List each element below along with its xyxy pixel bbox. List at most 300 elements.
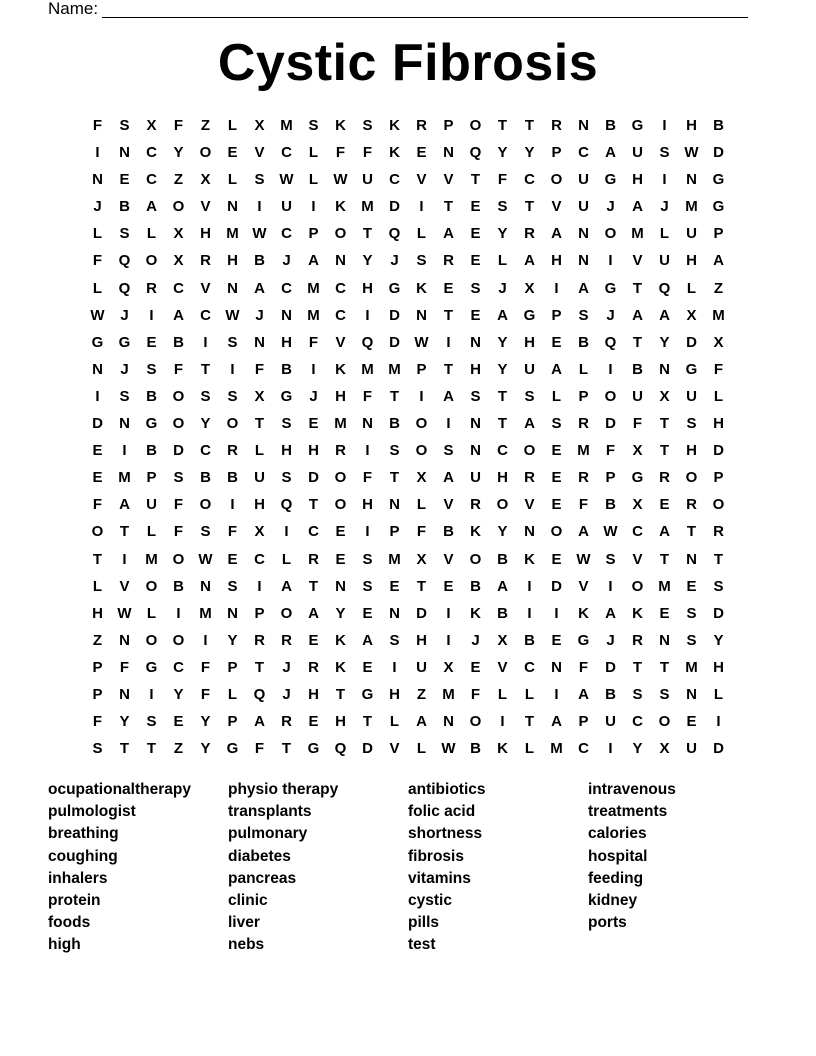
- grid-letter: I: [662, 117, 667, 134]
- grid-letter: L: [227, 685, 238, 703]
- grid-letter: B: [497, 550, 508, 568]
- grid-letter: M: [712, 306, 725, 324]
- grid-letter: O: [199, 496, 212, 514]
- grid-letter: A: [497, 306, 508, 324]
- grid-letter: H: [92, 604, 103, 622]
- grid-letter: R: [632, 631, 643, 649]
- grid-letter: A: [578, 279, 589, 297]
- grid-letter: O: [550, 523, 563, 541]
- grid-letter: E: [470, 225, 481, 243]
- grid-letter: G: [523, 306, 536, 324]
- grid-letter: P: [146, 469, 157, 487]
- grid-letter: H: [686, 117, 697, 134]
- grid-letter: X: [632, 442, 643, 460]
- grid-letter: I: [365, 306, 370, 324]
- grid-letter: D: [308, 469, 319, 487]
- word-item: pancreas: [228, 869, 297, 887]
- grid-letter: L: [146, 523, 157, 541]
- grid-letter: R: [659, 469, 670, 487]
- grid-letter: F: [416, 523, 427, 541]
- grid-letter: A: [443, 387, 454, 405]
- grid-letter: C: [524, 171, 535, 189]
- grid-letter: N: [416, 306, 427, 324]
- grid-letter: Y: [335, 604, 346, 622]
- grid-letter: I: [500, 713, 505, 731]
- grid-letter: S: [389, 442, 400, 460]
- grid-letter: S: [146, 360, 157, 378]
- grid-letter: E: [686, 713, 697, 731]
- word-item: liver: [228, 914, 260, 932]
- grid-letter: K: [470, 604, 481, 622]
- grid-letter: F: [227, 523, 238, 541]
- grid-letter: E: [362, 604, 373, 622]
- grid-letter: G: [685, 360, 698, 378]
- grid-letter: D: [389, 306, 400, 324]
- word-item: treatments: [588, 803, 668, 821]
- grid-letter: B: [227, 469, 238, 487]
- grid-letter: N: [119, 631, 130, 649]
- grid-letter: I: [257, 198, 262, 216]
- grid-letter: C: [389, 171, 400, 189]
- grid-letter: I: [230, 360, 235, 378]
- page-title: Cystic Fibrosis: [217, 34, 599, 92]
- grid-letter: X: [497, 631, 508, 649]
- grid-letter: E: [92, 469, 103, 487]
- grid-row: [84, 383, 732, 410]
- grid-letter: F: [578, 658, 589, 676]
- grid-letter: L: [227, 117, 238, 134]
- grid-letter: I: [311, 198, 316, 216]
- grid-letter: I: [95, 144, 100, 162]
- name-underline: [102, 2, 748, 18]
- grid-letter: N: [335, 577, 346, 595]
- grid-letter: Y: [497, 333, 508, 351]
- grid-letter: Q: [280, 496, 293, 514]
- grid-row: [84, 627, 732, 654]
- grid-letter: V: [119, 577, 130, 595]
- grid-letter: I: [662, 171, 667, 189]
- grid-letter: R: [551, 117, 562, 134]
- grid-letter: N: [227, 604, 238, 622]
- grid-letter: L: [524, 685, 535, 703]
- word-item: fibrosis: [408, 847, 464, 865]
- grid-letter: N: [470, 415, 481, 433]
- grid-letter: D: [389, 198, 400, 216]
- name-label: Name:: [48, 0, 99, 18]
- grid-letter: L: [227, 171, 238, 189]
- grid-letter: B: [173, 333, 184, 351]
- grid-letter: L: [389, 713, 400, 731]
- grid-letter: H: [200, 225, 211, 243]
- grid-letter: W: [576, 550, 591, 568]
- grid-letter: C: [497, 442, 508, 460]
- grid-letter: D: [551, 577, 562, 595]
- word-item: high: [48, 936, 81, 954]
- grid-letter: N: [470, 333, 481, 351]
- grid-letter: A: [578, 685, 589, 703]
- grid-letter: A: [362, 631, 373, 649]
- grid-row: [84, 220, 732, 247]
- grid-row: [84, 735, 732, 762]
- grid-letter: H: [335, 387, 346, 405]
- grid-letter: N: [227, 279, 238, 297]
- grid-letter: U: [416, 658, 427, 676]
- grid-letter: I: [122, 550, 127, 568]
- grid-letter: H: [281, 442, 292, 460]
- word-item: antibiotics: [408, 781, 486, 798]
- grid-letter: O: [415, 415, 428, 433]
- grid-letter: T: [524, 117, 535, 134]
- grid-letter: J: [606, 631, 615, 649]
- grid-letter: I: [608, 740, 613, 758]
- grid-letter: M: [361, 360, 374, 378]
- grid-letter: W: [414, 333, 429, 351]
- grid-letter: A: [551, 360, 562, 378]
- grid-letter: O: [226, 415, 239, 433]
- grid-letter: L: [713, 387, 724, 405]
- grid-letter: Y: [173, 144, 184, 162]
- word-list: [48, 779, 768, 957]
- grid-letter: E: [308, 415, 319, 433]
- grid-letter: Z: [173, 740, 184, 758]
- grid-letter: L: [497, 252, 508, 270]
- grid-letter: H: [227, 252, 238, 270]
- word-column: [588, 779, 768, 957]
- grid-letter: E: [470, 306, 481, 324]
- grid-letter: T: [524, 198, 535, 216]
- grid-letter: R: [281, 631, 292, 649]
- grid-letter: E: [173, 713, 184, 731]
- grid-letter: V: [578, 577, 589, 595]
- grid-letter: I: [203, 631, 208, 649]
- grid-letter: G: [361, 685, 374, 703]
- grid-letter: H: [362, 279, 373, 297]
- grid-letter: I: [554, 279, 559, 297]
- grid-row: [84, 600, 732, 627]
- grid-letter: X: [659, 387, 670, 405]
- grid-letter: H: [254, 496, 265, 514]
- grid-letter: B: [443, 523, 454, 541]
- grid-letter: V: [443, 496, 454, 514]
- grid-letter: R: [227, 442, 238, 460]
- grid-letter: D: [713, 740, 724, 758]
- grid-letter: L: [416, 740, 427, 758]
- grid-letter: Q: [334, 740, 347, 758]
- grid-letter: I: [716, 713, 721, 731]
- grid-letter: A: [632, 306, 643, 324]
- grid-letter: X: [254, 387, 265, 405]
- grid-letter: I: [608, 360, 613, 378]
- grid-letter: B: [173, 577, 184, 595]
- grid-letter: D: [713, 604, 724, 622]
- grid-letter: M: [334, 415, 347, 433]
- grid-letter: O: [550, 171, 563, 189]
- grid-letter: J: [120, 306, 129, 324]
- grid-letter: B: [470, 740, 481, 758]
- grid-letter: X: [443, 658, 454, 676]
- grid-letter: K: [524, 550, 535, 568]
- grid-letter: M: [307, 279, 320, 297]
- grid-letter: E: [335, 523, 346, 541]
- grid-letter: S: [281, 469, 292, 487]
- grid-letter: F: [92, 252, 103, 270]
- grid-letter: Y: [659, 333, 670, 351]
- grid-letter: R: [470, 496, 481, 514]
- grid-letter: I: [257, 577, 262, 595]
- grid-letter: U: [578, 198, 589, 216]
- grid-letter: Y: [497, 523, 508, 541]
- grid-letter: I: [122, 442, 127, 460]
- grid-letter: E: [389, 577, 400, 595]
- grid-letter: S: [416, 252, 427, 270]
- grid-letter: K: [416, 279, 427, 297]
- grid-letter: A: [497, 577, 508, 595]
- grid-letter: A: [659, 306, 670, 324]
- grid-letter: Q: [388, 225, 401, 243]
- grid-letter: B: [281, 360, 292, 378]
- grid-letter: M: [550, 740, 563, 758]
- grid-letter: C: [524, 658, 535, 676]
- grid-letter: A: [632, 198, 643, 216]
- grid-letter: Q: [604, 333, 617, 351]
- grid-row: [84, 139, 732, 166]
- grid-letter: M: [388, 360, 401, 378]
- grid-letter: H: [686, 442, 697, 460]
- grid-letter: Y: [173, 685, 184, 703]
- grid-letter: N: [200, 577, 211, 595]
- grid-letter: P: [227, 713, 238, 731]
- grid-letter: V: [254, 144, 265, 162]
- grid-letter: T: [443, 198, 454, 216]
- grid-letter: F: [632, 415, 643, 433]
- grid-letter: F: [578, 496, 589, 514]
- grid-letter: Z: [200, 117, 211, 134]
- grid-letter: M: [199, 604, 212, 622]
- word-column: [228, 779, 408, 957]
- grid-letter: T: [659, 442, 670, 460]
- grid-letter: S: [659, 685, 670, 703]
- grid-letter: L: [281, 550, 292, 568]
- grid-letter: F: [173, 496, 184, 514]
- grid-letter: J: [498, 279, 507, 297]
- grid-letter: Z: [416, 685, 427, 703]
- grid-letter: N: [335, 252, 346, 270]
- grid-letter: G: [226, 740, 239, 758]
- grid-letter: T: [416, 577, 427, 595]
- grid-letter: D: [362, 740, 373, 758]
- grid-letter: N: [686, 171, 697, 189]
- grid-letter: S: [470, 387, 481, 405]
- grid-letter: O: [172, 198, 185, 216]
- grid-letter: J: [309, 387, 318, 405]
- grid-letter: H: [416, 631, 427, 649]
- grid-letter: K: [578, 604, 589, 622]
- grid-letter: G: [604, 171, 617, 189]
- grid-letter: J: [471, 631, 480, 649]
- grid-letter: E: [551, 631, 562, 649]
- grid-letter: E: [551, 496, 562, 514]
- grid-letter: C: [335, 279, 346, 297]
- grid-letter: I: [419, 198, 424, 216]
- grid-letter: C: [146, 144, 157, 162]
- grid-letter: E: [308, 713, 319, 731]
- grid-letter: W: [441, 740, 456, 758]
- grid-letter: T: [281, 740, 292, 758]
- grid-letter: N: [389, 604, 400, 622]
- grid-letter: L: [524, 740, 535, 758]
- grid-letter: F: [92, 496, 103, 514]
- grid-letter: I: [527, 604, 532, 622]
- grid-letter: S: [173, 469, 184, 487]
- grid-letter: R: [524, 469, 535, 487]
- grid-letter: S: [119, 117, 130, 134]
- grid-letter: D: [416, 604, 427, 622]
- grid-letter: O: [172, 631, 185, 649]
- word-item: coughing: [48, 847, 118, 865]
- grid-letter: J: [255, 306, 264, 324]
- grid-letter: C: [254, 550, 265, 568]
- grid-letter: I: [446, 631, 451, 649]
- name-field-line: [48, 0, 748, 18]
- grid-letter: I: [446, 604, 451, 622]
- grid-letter: W: [225, 306, 240, 324]
- grid-letter: I: [365, 523, 370, 541]
- grid-letter: T: [362, 713, 373, 731]
- grid-letter: O: [712, 496, 725, 514]
- grid-letter: U: [659, 252, 670, 270]
- grid-letter: H: [308, 685, 319, 703]
- grid-letter: R: [281, 713, 292, 731]
- word-item: inhalers: [48, 869, 108, 887]
- word-item: transplants: [228, 803, 312, 821]
- grid-letter: X: [686, 306, 697, 324]
- grid-letter: U: [254, 469, 265, 487]
- grid-letter: K: [497, 740, 508, 758]
- grid-letter: Q: [658, 279, 671, 297]
- grid-letter: T: [119, 740, 130, 758]
- grid-letter: E: [551, 469, 562, 487]
- grid-letter: U: [146, 496, 157, 514]
- grid-letter: O: [469, 117, 482, 134]
- word-item: nebs: [228, 936, 265, 954]
- grid-letter: A: [254, 713, 265, 731]
- grid-letter: N: [281, 306, 292, 324]
- grid-letter: I: [608, 252, 613, 270]
- grid-letter: V: [335, 333, 346, 351]
- grid-letter: B: [605, 496, 616, 514]
- grid-letter: I: [554, 685, 559, 703]
- grid-letter: R: [578, 415, 589, 433]
- grid-letter: T: [632, 279, 643, 297]
- grid-letter: R: [443, 252, 454, 270]
- grid-letter: G: [712, 171, 725, 189]
- word-item: clinic: [228, 892, 268, 910]
- grid-letter: Y: [362, 252, 373, 270]
- grid-letter: A: [443, 225, 454, 243]
- grid-letter: L: [416, 225, 427, 243]
- grid-letter: H: [281, 333, 292, 351]
- letter-grid: [84, 112, 732, 762]
- grid-letter: S: [119, 225, 130, 243]
- grid-letter: R: [200, 252, 211, 270]
- grid-letter: E: [551, 550, 562, 568]
- grid-letter: C: [281, 144, 292, 162]
- grid-letter: M: [307, 306, 320, 324]
- grid-letter: K: [389, 144, 400, 162]
- grid-letter: U: [686, 225, 697, 243]
- grid-letter: W: [198, 550, 213, 568]
- grid-letter: P: [92, 685, 103, 703]
- grid-letter: E: [470, 252, 481, 270]
- word-column: [408, 779, 588, 957]
- grid-letter: J: [120, 360, 129, 378]
- grid-letter: D: [605, 658, 616, 676]
- grid-letter: J: [606, 306, 615, 324]
- grid-letter: M: [658, 577, 671, 595]
- grid-letter: D: [173, 442, 184, 460]
- grid-letter: N: [551, 658, 562, 676]
- grid-letter: K: [470, 523, 481, 541]
- grid-letter: L: [308, 144, 319, 162]
- grid-letter: T: [362, 225, 373, 243]
- grid-letter: C: [308, 523, 319, 541]
- grid-letter: O: [631, 577, 644, 595]
- grid-letter: F: [605, 442, 616, 460]
- grid-letter: T: [632, 658, 643, 676]
- grid-letter: N: [119, 415, 130, 433]
- grid-row: [84, 654, 732, 681]
- grid-letter: B: [578, 333, 589, 351]
- word-item: protein: [48, 892, 101, 910]
- grid-letter: N: [254, 333, 265, 351]
- grid-letter: I: [230, 496, 235, 514]
- grid-letter: L: [92, 279, 103, 297]
- grid-letter: W: [333, 171, 348, 189]
- grid-letter: E: [227, 144, 238, 162]
- grid-letter: F: [173, 523, 184, 541]
- grid-letter: I: [365, 442, 370, 460]
- word-item: folic acid: [408, 803, 476, 821]
- grid-letter: J: [282, 658, 291, 676]
- grid-letter: D: [389, 333, 400, 351]
- grid-letter: S: [632, 685, 643, 703]
- grid-letter: O: [145, 631, 158, 649]
- word-item: diabetes: [228, 847, 291, 865]
- grid-letter: A: [119, 496, 130, 514]
- grid-letter: U: [632, 387, 643, 405]
- grid-letter: C: [632, 713, 643, 731]
- grid-letter: K: [632, 604, 643, 622]
- grid-letter: Y: [497, 360, 508, 378]
- grid-letter: T: [443, 360, 454, 378]
- grid-letter: H: [713, 658, 724, 676]
- grid-letter: S: [308, 117, 319, 134]
- grid-letter: N: [389, 496, 400, 514]
- grid-letter: S: [470, 279, 481, 297]
- grid-letter: H: [308, 442, 319, 460]
- grid-letter: B: [119, 198, 130, 216]
- grid-letter: F: [362, 387, 373, 405]
- grid-letter: G: [631, 469, 644, 487]
- grid-letter: O: [685, 469, 698, 487]
- grid-letter: M: [442, 685, 455, 703]
- grid-letter: T: [713, 550, 724, 568]
- grid-letter: R: [713, 523, 724, 541]
- grid-letter: V: [497, 658, 508, 676]
- word-item: pulmologist: [48, 803, 136, 821]
- word-item: intravenous: [588, 781, 676, 798]
- word-item: pulmonary: [228, 825, 308, 843]
